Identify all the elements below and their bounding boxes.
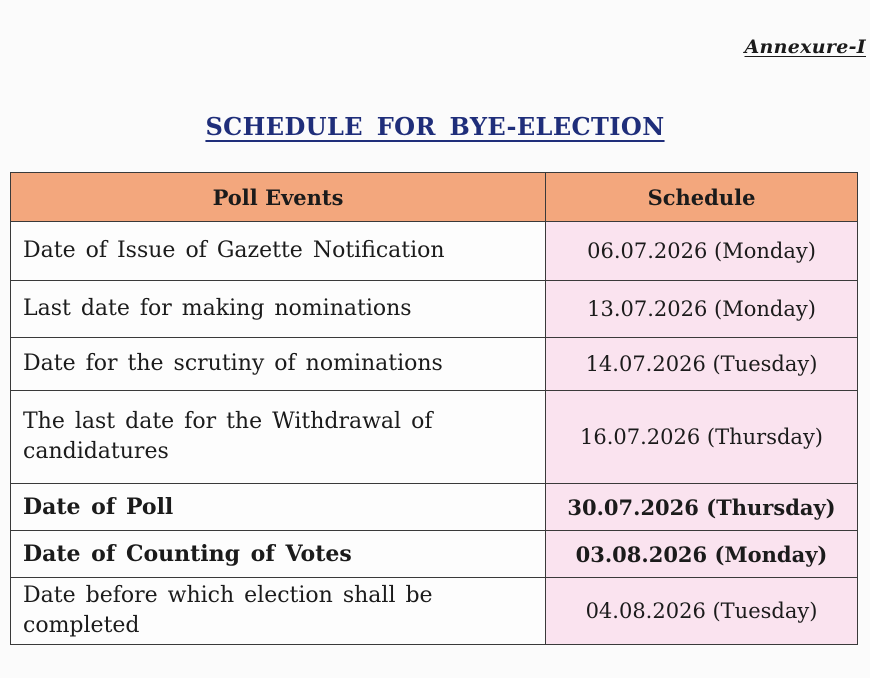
schedule-cell: 13.07.2026 (Monday) — [546, 281, 858, 338]
page-title: SCHEDULE FOR BYE-ELECTION — [205, 112, 665, 141]
schedule-cell: 30.07.2026 (Thursday) — [546, 484, 858, 531]
table-row — [11, 578, 858, 645]
schedule-table — [10, 172, 858, 645]
column-header-schedule: Schedule — [546, 173, 858, 222]
event-cell: Date before which election shall be completed — [11, 578, 546, 645]
schedule-cell: 06.07.2026 (Monday) — [546, 222, 858, 281]
event-cell: The last date for the Withdrawal of candidatures — [11, 391, 546, 484]
event-cell: Date of Counting of Votes — [11, 531, 546, 578]
schedule-cell: 16.07.2026 (Thursday) — [546, 391, 858, 484]
table-row — [11, 281, 858, 338]
table-row — [11, 531, 858, 578]
page-title-container — [0, 112, 870, 141]
table-body — [11, 222, 858, 645]
event-cell: Date for the scrutiny of nominations — [11, 338, 546, 391]
event-cell: Last date for making nominations — [11, 281, 546, 338]
table-header — [11, 173, 858, 222]
annexure-label: Annexure-I — [744, 36, 866, 58]
event-cell: Date of Issue of Gazette Notification — [11, 222, 546, 281]
schedule-cell: 14.07.2026 (Tuesday) — [546, 338, 858, 391]
table-row — [11, 484, 858, 531]
table-row — [11, 338, 858, 391]
table-row — [11, 222, 858, 281]
table-row — [11, 391, 858, 484]
event-cell: Date of Poll — [11, 484, 546, 531]
schedule-cell: 03.08.2026 (Monday) — [546, 531, 858, 578]
schedule-cell: 04.08.2026 (Tuesday) — [546, 578, 858, 645]
header-row — [11, 173, 858, 222]
column-header-poll-events: Poll Events — [11, 173, 546, 222]
